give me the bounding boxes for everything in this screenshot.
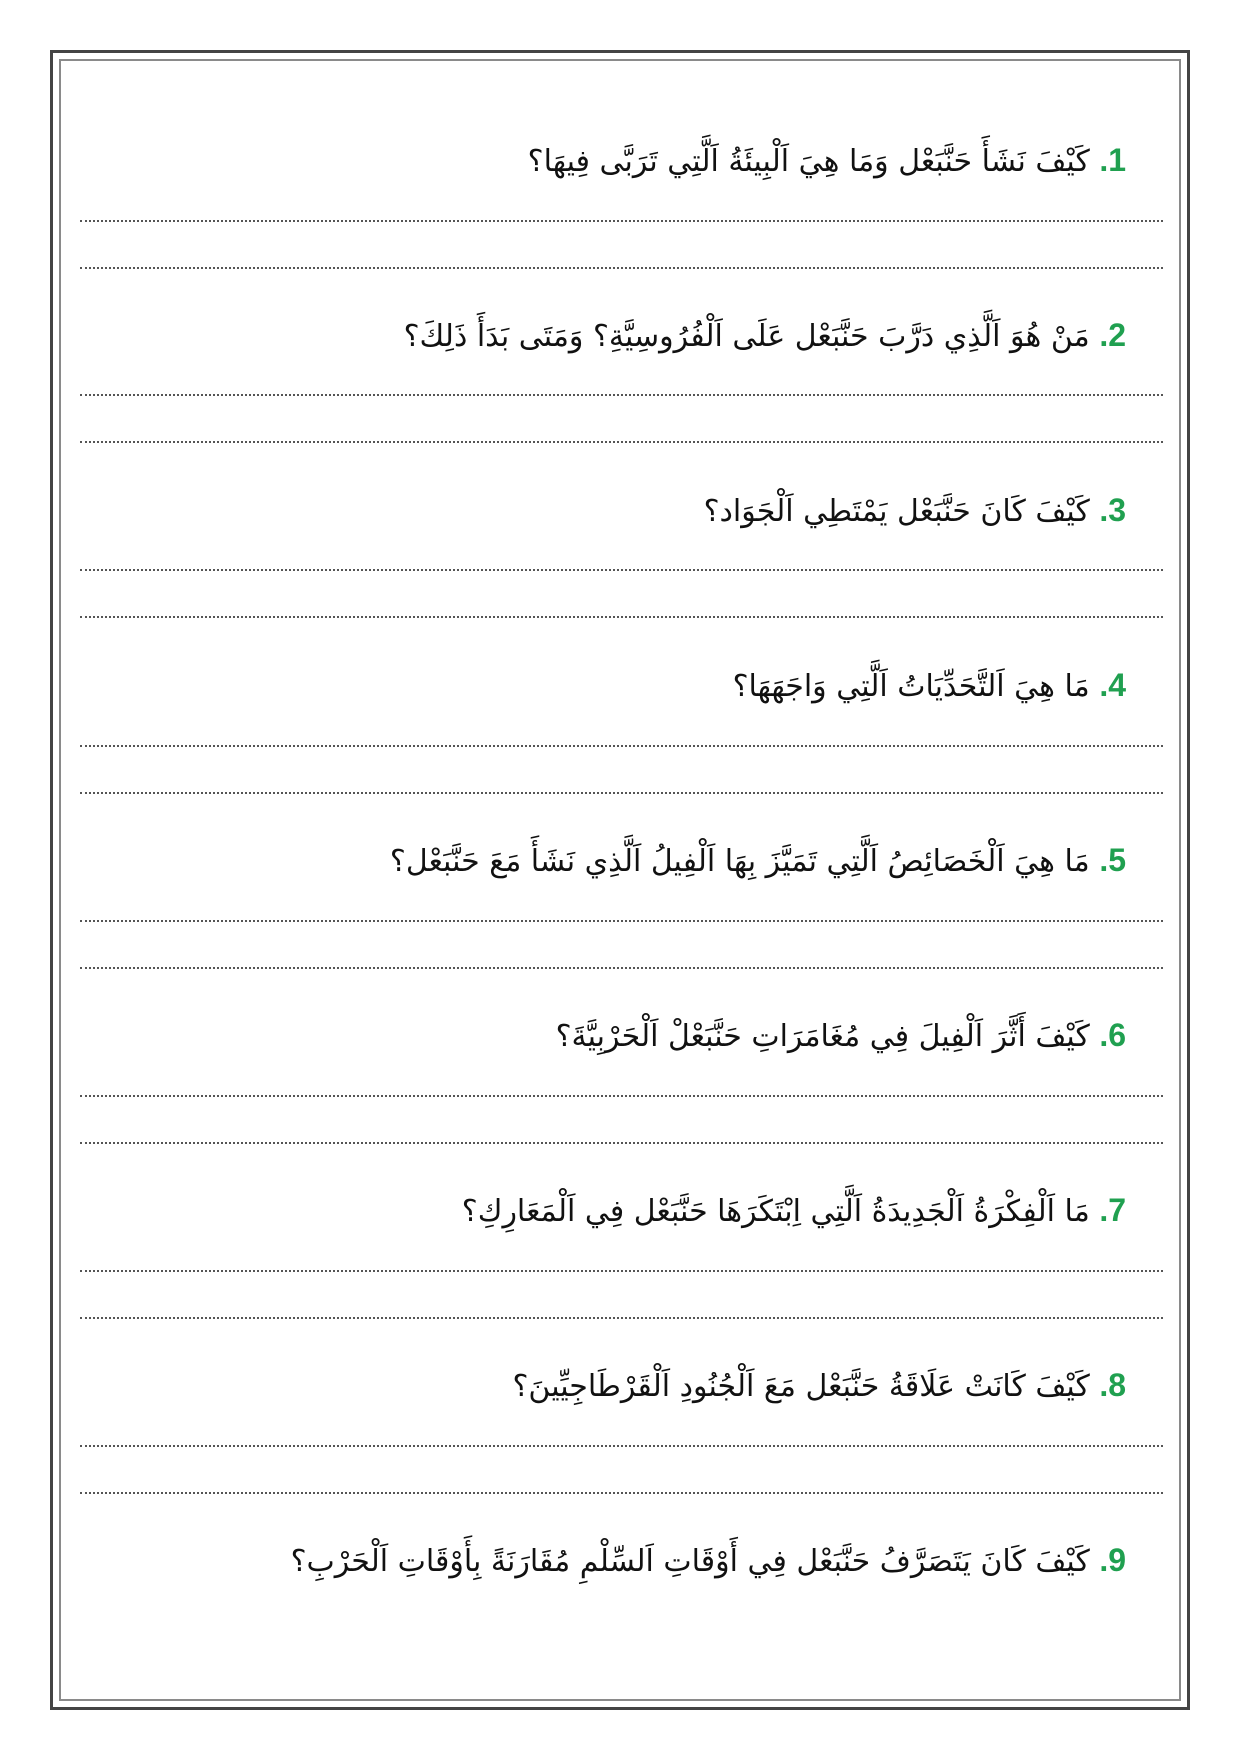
answer-line[interactable]: [80, 792, 1163, 794]
question-text: مَا اَلْفِكْرَةُ اَلْجَدِيدَةُ اَلَّتِي اِبْتَكَرَهَا حَنَّبَعْل فِي اَلْمَعَارِكِ؟: [461, 1194, 1090, 1229]
question-9: [126, 1530, 1126, 1590]
question-number-dot: .: [1099, 1542, 1109, 1578]
question-text: كَيْفَ كَانَ يَتَصَرَّفُ حَنَّبَعْل فِي أَوْقَاتِ اَلسِّلْمِ مُقَارَنَةً بِأَوْقَاتِ اَلْحَرْبِ؟: [290, 1544, 1090, 1579]
question-number: 1: [1108, 142, 1126, 178]
question-4: [126, 655, 1126, 715]
question-number-dot: .: [1099, 1017, 1109, 1053]
answer-line[interactable]: [80, 1445, 1163, 1447]
question-number: 6: [1108, 1017, 1126, 1053]
answer-line[interactable]: [80, 1492, 1163, 1494]
answer-line[interactable]: [80, 1317, 1163, 1319]
question-number-dot: .: [1099, 667, 1109, 703]
answer-line[interactable]: [80, 1142, 1163, 1144]
answer-line[interactable]: [80, 1095, 1163, 1097]
question-1: [126, 130, 1126, 190]
question-number: 4: [1108, 667, 1126, 703]
question-text: مَا هِيَ اَلتَّحَدِّيَاتُ اَلَّتِي وَاجَهَهَا؟: [732, 669, 1090, 704]
answer-line[interactable]: [80, 394, 1163, 396]
question-3: [126, 480, 1126, 540]
question-number: 3: [1108, 492, 1126, 528]
question-number-dot: .: [1099, 1192, 1109, 1228]
question-number-dot: .: [1099, 317, 1109, 353]
question-text: كَيْفَ كَانَ حَنَّبَعْل يَمْتَطِي اَلْجَوَاد؟: [703, 494, 1090, 529]
question-text: مَنْ هُوَ اَلَّذِي دَرَّبَ حَنَّبَعْل عَلَى اَلْفُرُوسِيَّةِ؟ وَمَتَى بَدَأَ ذَلِكَ؟: [403, 319, 1090, 354]
answer-line[interactable]: [80, 267, 1163, 269]
question-number-dot: .: [1099, 492, 1109, 528]
answer-line[interactable]: [80, 920, 1163, 922]
question-number-dot: .: [1099, 142, 1109, 178]
answer-line[interactable]: [80, 220, 1163, 222]
question-7: [126, 1180, 1126, 1240]
question-number-dot: .: [1099, 1367, 1109, 1403]
question-8: [126, 1355, 1126, 1415]
answer-line[interactable]: [80, 441, 1163, 443]
question-text: مَا هِيَ اَلْخَصَائِصُ اَلَّتِي تَمَيَّزَ بِهَا اَلْفِيلُ اَلَّذِي نَشَأَ مَعَ حَنَّبَعْل؟: [389, 844, 1090, 879]
question-number: 2: [1108, 317, 1126, 353]
question-number: 5: [1108, 842, 1126, 878]
answer-line[interactable]: [80, 1270, 1163, 1272]
question-5: [126, 830, 1126, 890]
question-number-dot: .: [1099, 842, 1109, 878]
question-6: [126, 1005, 1126, 1065]
question-2: [126, 305, 1126, 365]
question-number: 9: [1108, 1542, 1126, 1578]
question-text: كَيْفَ أَثَّرَ اَلْفِيلَ فِي مُغَامَرَاتِ حَنَّبَعْلْ اَلْحَرْبِيَّةَ؟: [555, 1019, 1090, 1054]
answer-line[interactable]: [80, 745, 1163, 747]
answer-line[interactable]: [80, 967, 1163, 969]
question-number: 8: [1108, 1367, 1126, 1403]
question-text: كَيْفَ كَانَتْ عَلَاقَةُ حَنَّبَعْل مَعَ اَلْجُنُودِ اَلْقَرْطَاجِيِّينَ؟: [512, 1369, 1090, 1404]
answer-line[interactable]: [80, 569, 1163, 571]
answer-line[interactable]: [80, 616, 1163, 618]
question-number: 7: [1108, 1192, 1126, 1228]
question-text: كَيْفَ نَشَأَ حَنَّبَعْل وَمَا هِيَ اَلْبِيئَةُ اَلَّتِي تَرَبَّى فِيهَا؟: [527, 144, 1090, 179]
